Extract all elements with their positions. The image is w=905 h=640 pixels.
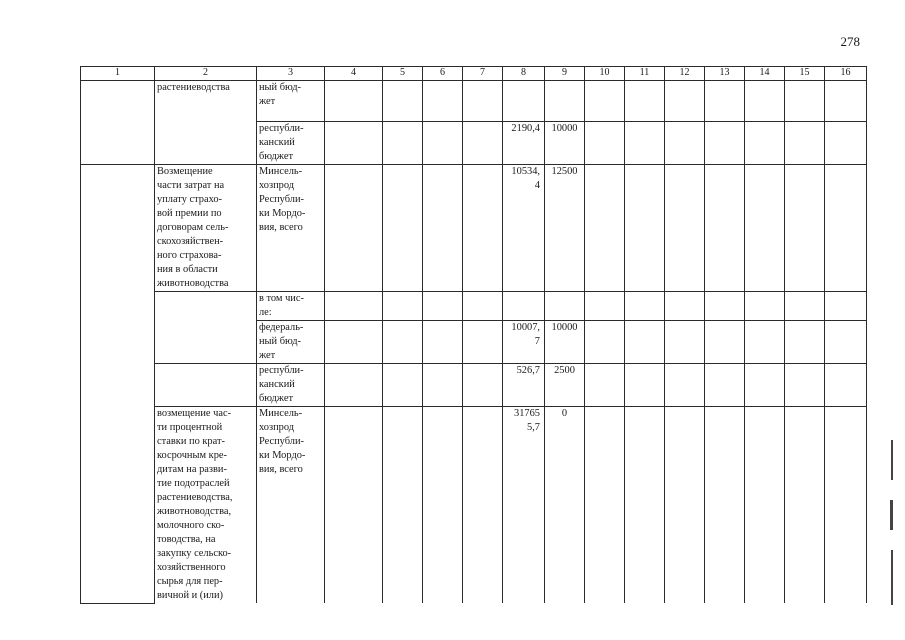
table-cell bbox=[625, 364, 665, 407]
table-row bbox=[81, 407, 867, 604]
table-cell-col8 bbox=[503, 321, 545, 364]
column-header: 3 bbox=[257, 67, 325, 81]
value-col8: 10534, 4 bbox=[511, 166, 540, 191]
table-cell bbox=[705, 165, 745, 292]
table-cell bbox=[745, 407, 785, 604]
table-cell bbox=[325, 321, 383, 364]
table-cell bbox=[423, 165, 463, 292]
table-cell bbox=[585, 407, 625, 604]
table-cell bbox=[423, 321, 463, 364]
table-cell-col8 bbox=[503, 81, 545, 122]
table-cell-col3 bbox=[257, 122, 325, 165]
event-name: растениеводства bbox=[157, 82, 230, 93]
table-cell bbox=[825, 292, 867, 321]
table-cell bbox=[325, 407, 383, 604]
table-cell-col2 bbox=[155, 407, 257, 604]
table-cell-col3 bbox=[257, 165, 325, 292]
column-header: 6 bbox=[423, 67, 463, 81]
table-cell-col3 bbox=[257, 407, 325, 604]
table-cell bbox=[585, 364, 625, 407]
table-cell-col2 bbox=[155, 292, 257, 364]
table-cell bbox=[785, 81, 825, 122]
table-cell bbox=[705, 321, 745, 364]
event-name: возмещение час- ти процентной ставки по крат- косрочным кре- дитам на разви- тие подотраслей растениеводства, животноводства, молочного ско- товодства, на закупку сельско- хозяйственного сырья для пер- вичной и (или) bbox=[157, 408, 233, 601]
table-cell bbox=[745, 122, 785, 165]
table-cell bbox=[705, 122, 745, 165]
funding-source: Минсель- хозпрод Республи- ки Мордо- вия, всего bbox=[259, 408, 306, 475]
table-cell bbox=[383, 407, 423, 604]
table-cell bbox=[463, 321, 503, 364]
table-cell bbox=[383, 81, 423, 122]
table-cell bbox=[625, 321, 665, 364]
table-cell bbox=[785, 165, 825, 292]
table-cell-col3 bbox=[257, 81, 325, 122]
table-cell bbox=[665, 407, 705, 604]
table-cell bbox=[785, 407, 825, 604]
table-cell bbox=[325, 364, 383, 407]
table-cell-col1 bbox=[81, 165, 155, 604]
funding-source: республи- канский бюджет bbox=[259, 365, 304, 404]
value-col9: 10000 bbox=[551, 123, 578, 134]
column-header: 8 bbox=[503, 67, 545, 81]
table-cell-col3 bbox=[257, 292, 325, 321]
scan-edge-artifact bbox=[889, 430, 895, 630]
table-cell bbox=[423, 407, 463, 604]
value-col9: 10000 bbox=[551, 322, 578, 333]
column-header: 15 bbox=[785, 67, 825, 81]
funding-source: Минсель- хозпрод Республи- ки Мордо- вия, всего bbox=[259, 166, 306, 233]
table-cell-col8 bbox=[503, 407, 545, 604]
table-cell bbox=[585, 165, 625, 292]
table-cell-col8 bbox=[503, 165, 545, 292]
column-header: 4 bbox=[325, 67, 383, 81]
funding-source: в том чис- ле: bbox=[259, 293, 304, 318]
table-cell bbox=[463, 165, 503, 292]
column-header: 1 bbox=[81, 67, 155, 81]
value-col8: 2190,4 bbox=[511, 123, 540, 134]
table-cell bbox=[745, 321, 785, 364]
table-cell bbox=[383, 165, 423, 292]
value-col9: 2500 bbox=[554, 365, 575, 376]
budget-table bbox=[80, 66, 867, 604]
value-col9: 12500 bbox=[551, 166, 578, 177]
event-name: Возмещение части затрат на уплату страхо- вой премии по договорам сель- скохозяйствен- ного страхова- ния в области животноводства bbox=[157, 166, 229, 289]
column-header: 14 bbox=[745, 67, 785, 81]
table-cell bbox=[705, 292, 745, 321]
funding-source: республи- канский бюджет bbox=[259, 123, 304, 162]
table-cell bbox=[463, 364, 503, 407]
table-cell bbox=[423, 292, 463, 321]
table-cell-col9 bbox=[545, 165, 585, 292]
table-cell bbox=[785, 321, 825, 364]
value-col9: 0 bbox=[561, 408, 568, 419]
funding-source: федераль- ный бюд- жет bbox=[259, 322, 304, 361]
table-cell bbox=[745, 292, 785, 321]
table-cell bbox=[625, 292, 665, 321]
table-cell bbox=[665, 364, 705, 407]
table-cell bbox=[705, 407, 745, 604]
table-cell bbox=[785, 292, 825, 321]
table-cell bbox=[325, 292, 383, 321]
table-cell bbox=[463, 407, 503, 604]
funding-source: ный бюд- жет bbox=[259, 82, 301, 107]
page-number: 278 bbox=[840, 34, 860, 49]
table-cell bbox=[463, 122, 503, 165]
table-cell bbox=[383, 122, 423, 165]
table-cell bbox=[665, 321, 705, 364]
table-cell-col2 bbox=[155, 364, 257, 407]
table-cell bbox=[625, 122, 665, 165]
table-cell-col9 bbox=[545, 407, 585, 604]
table-cell bbox=[705, 364, 745, 407]
table-cell-col9 bbox=[545, 81, 585, 122]
table-row bbox=[81, 292, 867, 321]
table-cell bbox=[745, 364, 785, 407]
table-cell bbox=[665, 81, 705, 122]
table-cell-col8 bbox=[503, 122, 545, 165]
table-cell bbox=[745, 81, 785, 122]
table-cell bbox=[785, 364, 825, 407]
table-cell bbox=[585, 81, 625, 122]
table-cell bbox=[585, 292, 625, 321]
table-row bbox=[81, 81, 867, 122]
table-header-row bbox=[81, 67, 867, 81]
table-cell bbox=[423, 81, 463, 122]
table-cell bbox=[665, 292, 705, 321]
table-cell bbox=[585, 321, 625, 364]
column-header: 5 bbox=[383, 67, 423, 81]
table-cell-col2 bbox=[155, 165, 257, 292]
table-cell bbox=[745, 165, 785, 292]
column-header: 10 bbox=[585, 67, 625, 81]
table-cell bbox=[383, 321, 423, 364]
table-cell bbox=[825, 81, 867, 122]
table-cell bbox=[325, 165, 383, 292]
column-header: 11 bbox=[625, 67, 665, 81]
column-header: 13 bbox=[705, 67, 745, 81]
table-cell bbox=[825, 321, 867, 364]
table-cell bbox=[825, 122, 867, 165]
table-cell bbox=[705, 81, 745, 122]
table-cell bbox=[625, 407, 665, 604]
table-cell-col9 bbox=[545, 321, 585, 364]
table-cell-col3 bbox=[257, 321, 325, 364]
table-cell-col3 bbox=[257, 364, 325, 407]
value-col8: 526,7 bbox=[516, 365, 540, 376]
table-cell-col8 bbox=[503, 292, 545, 321]
table-cell bbox=[463, 81, 503, 122]
table-cell bbox=[383, 292, 423, 321]
table-cell bbox=[325, 122, 383, 165]
table-cell-col2 bbox=[155, 81, 257, 165]
column-header: 9 bbox=[545, 67, 585, 81]
table-cell bbox=[383, 364, 423, 407]
table-cell bbox=[625, 165, 665, 292]
table-cell bbox=[785, 122, 825, 165]
column-header: 7 bbox=[463, 67, 503, 81]
table-row bbox=[81, 165, 867, 292]
table-row bbox=[81, 364, 867, 407]
table-cell-col9 bbox=[545, 292, 585, 321]
column-header: 16 bbox=[825, 67, 867, 81]
table-cell bbox=[825, 165, 867, 292]
table-cell bbox=[463, 292, 503, 321]
table-cell bbox=[325, 81, 383, 122]
table-cell-col9 bbox=[545, 364, 585, 407]
table-cell bbox=[665, 165, 705, 292]
table-cell bbox=[665, 122, 705, 165]
table-cell bbox=[423, 122, 463, 165]
value-col8: 10007, 7 bbox=[511, 322, 540, 347]
column-header: 12 bbox=[665, 67, 705, 81]
table-cell bbox=[423, 364, 463, 407]
table-cell-col9 bbox=[545, 122, 585, 165]
column-header: 2 bbox=[155, 67, 257, 81]
table-cell-col1 bbox=[81, 81, 155, 165]
table-cell bbox=[825, 364, 867, 407]
table-cell-col8 bbox=[503, 364, 545, 407]
table-cell bbox=[825, 407, 867, 604]
value-col8: 31765 5,7 bbox=[514, 408, 540, 433]
table-cell bbox=[585, 122, 625, 165]
table-cell bbox=[625, 81, 665, 122]
